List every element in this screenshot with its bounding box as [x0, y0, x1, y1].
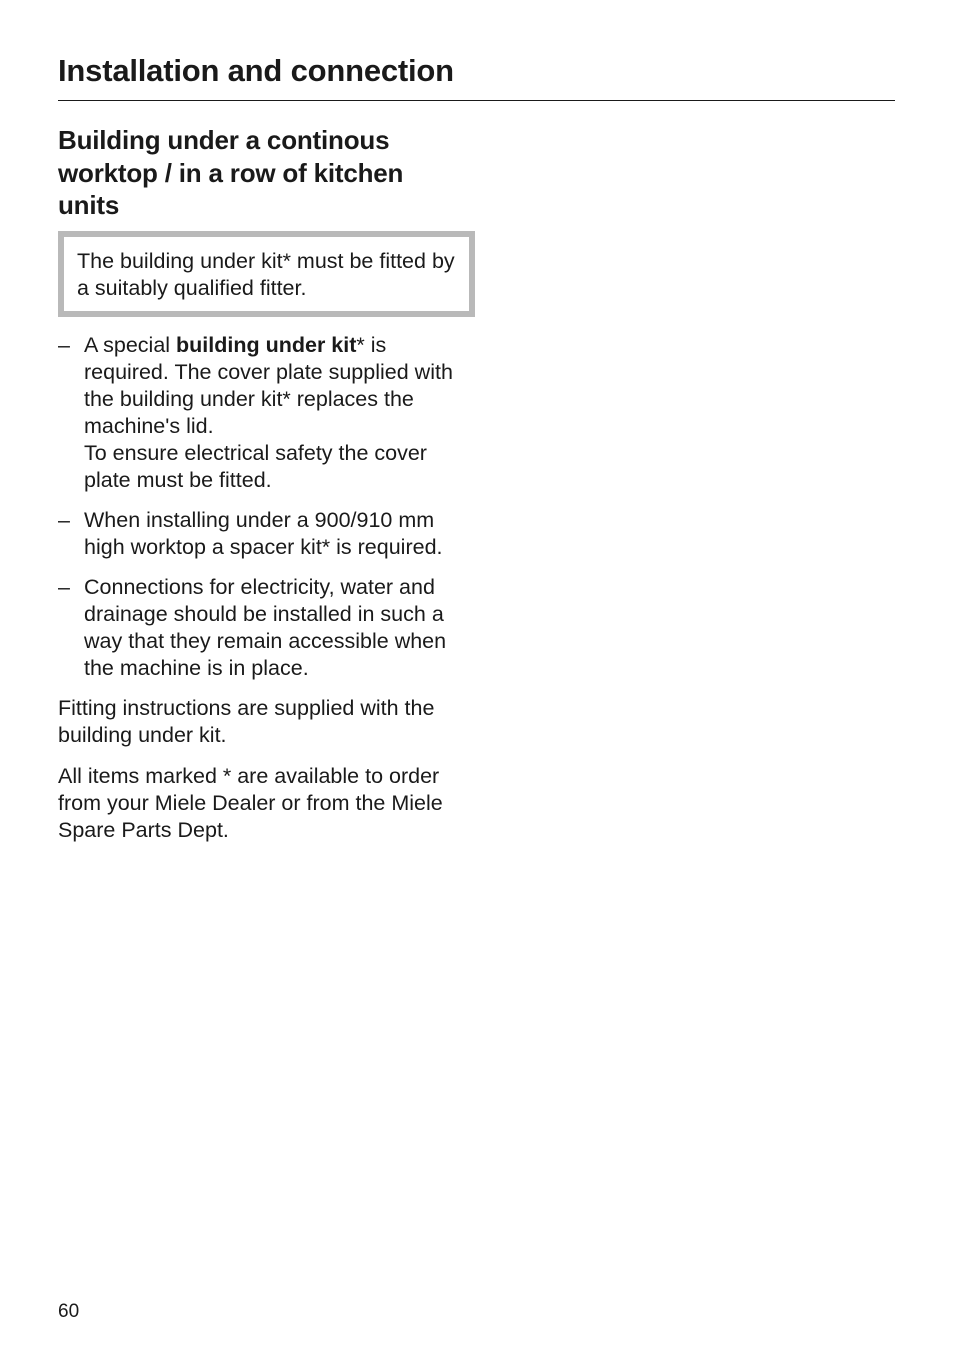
content-column — [58, 124, 468, 858]
bullet-dash: – — [58, 507, 70, 532]
building-under-kit-term: building under kit — [176, 332, 357, 357]
ordering-paragraph: All items marked * are available to order from your Miele Dealer or from the Miele Spare Parts Dept. — [58, 763, 443, 842]
page-number: 60 — [58, 1301, 80, 1322]
list-item-suffix: * is required. The cover plate supplied with the building under kit* replaces the machine's lid. — [84, 332, 453, 438]
notice-box — [58, 231, 475, 317]
list-item-prefix: A special — [84, 332, 177, 357]
bullet-dash: – — [58, 332, 70, 357]
page-title: Installation and connection — [58, 53, 454, 88]
requirements-list — [58, 332, 468, 682]
header-divider — [58, 100, 895, 101]
list-item — [58, 332, 468, 494]
section-heading: Building under a continous worktop / in a row of kitchen units — [58, 125, 404, 220]
list-item-text: Connections for electricity, water and drainage should be installed in such a way that they remain accessible when the machine is in place. — [84, 574, 447, 680]
list-item-extra: To ensure electrical safety the cover plate must be fitted. — [84, 440, 427, 492]
page-header — [58, 52, 895, 90]
list-item — [58, 507, 468, 561]
list-item-text — [84, 332, 468, 440]
notice-text: The building under kit* must be fitted by a suitably qualified fitter. — [77, 248, 455, 300]
fitting-instructions-paragraph: Fitting instructions are supplied with the building under kit. — [58, 695, 435, 747]
list-item-text: When installing under a 900/910 mm high worktop a spacer kit* is required. — [84, 507, 443, 559]
bullet-dash: – — [58, 574, 70, 599]
list-item — [58, 574, 468, 682]
